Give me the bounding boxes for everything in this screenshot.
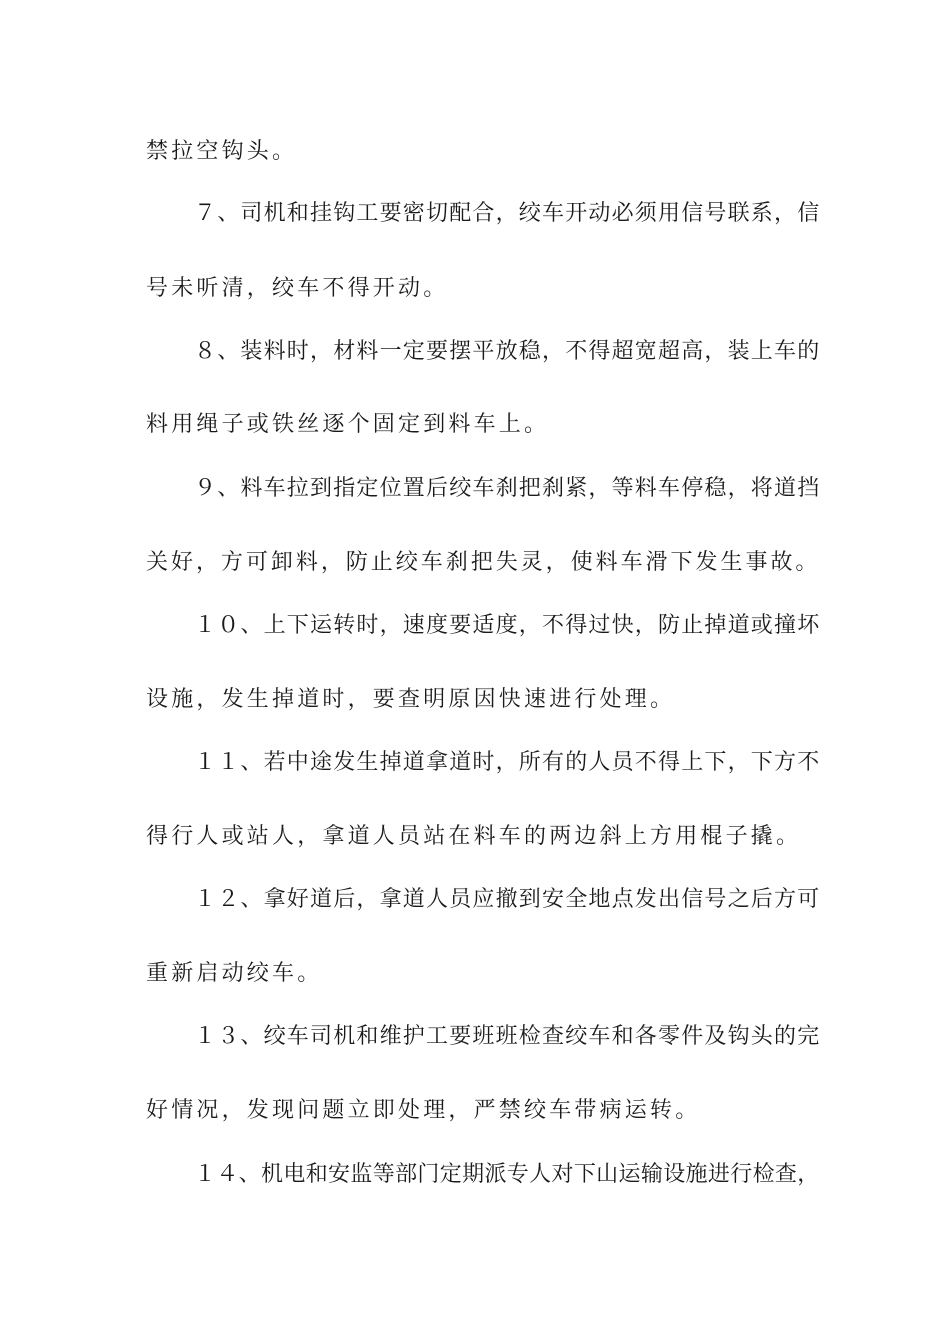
paragraph-10-line-2: 设施，发生掉道时，要查明原因快速进行处理。 — [146, 687, 676, 712]
paragraph-7-line-1: ７、司机和挂钩工要密切配合，绞车开动必须用信号联系，信 — [194, 201, 821, 226]
paragraph-8-line-1: ８、装料时，材料一定要摆平放稳，不得超宽超高，装上车的 — [194, 339, 821, 364]
paragraph-11-line-2: 得行人或站人，拿道人员站在料车的两边斜上方用棍子撬。 — [146, 824, 802, 849]
paragraph-10-line-1: １０、上下运转时，速度要适度，不得过快，防止掉道或撞坏 — [194, 613, 821, 638]
paragraph-8-line-2: 料用绳子或铁丝逐个固定到料车上。 — [146, 412, 550, 437]
paragraph-11-line-1: １１、若中途发生掉道拿道时，所有的人员不得上下，下方不 — [194, 750, 821, 775]
paragraph-14-line-1: １４、机电和安监等部门定期派专人对下山运输设施进行检查， — [194, 1162, 820, 1187]
paragraph-12-line-2: 重新启动绞车。 — [146, 961, 323, 986]
paragraph-7-line-2: 号未听清，绞车不得开动。 — [146, 276, 449, 301]
paragraph-continuation-line: 禁拉空钩头。 — [146, 139, 298, 164]
paragraph-9-line-1: ９、料车拉到指定位置后绞车刹把刹紧，等料车停稳，将道挡 — [194, 476, 821, 501]
paragraph-13-line-1: １３、绞车司机和维护工要班班检查绞车和各零件及钩头的完 — [194, 1024, 821, 1049]
paragraph-12-line-1: １２、拿好道后，拿道人员应撤到安全地点发出信号之后方可 — [194, 887, 821, 912]
paragraph-13-line-2: 好情况，发现问题立即处理，严禁绞车带病运转。 — [146, 1098, 701, 1123]
paragraph-9-line-2: 关好，方可卸料，防止绞车刹把失灵，使料车滑下发生事故。 — [146, 550, 821, 575]
